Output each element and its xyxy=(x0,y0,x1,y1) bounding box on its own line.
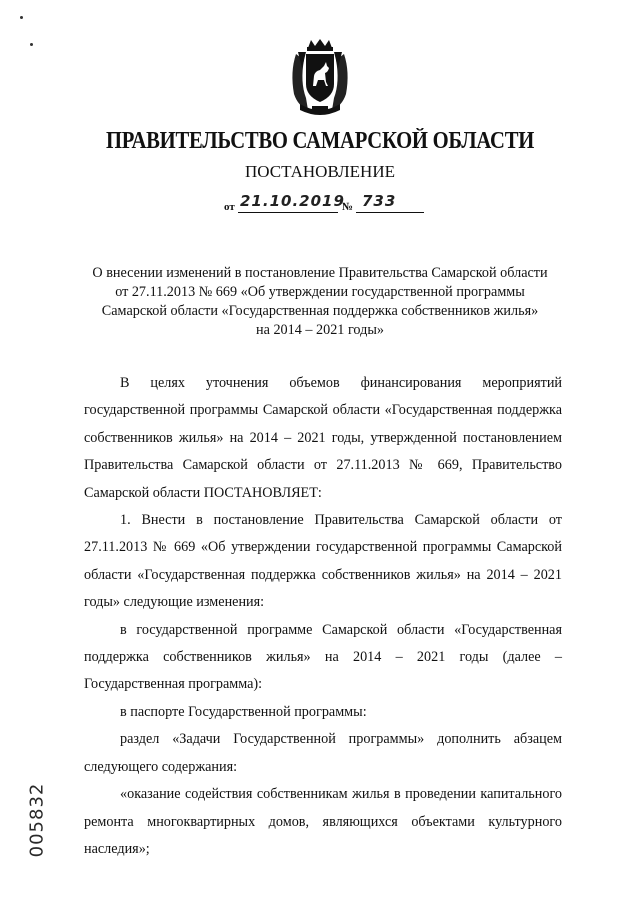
date-number-line xyxy=(224,194,434,216)
document-subject xyxy=(60,264,580,340)
document-body xyxy=(84,370,562,863)
handwritten-number: 733 xyxy=(362,192,397,210)
government-title: ПРАВИТЕЛЬСТВО САМАРСКОЙ ОБЛАСТИ xyxy=(105,128,535,154)
body-paragraph: 1. Внести в постановление Правительства Самарской области от 27.11.2013 № 669 «Об утверждении государственной программы Самарской области «Государственная поддержка собственников жилья» на 2014 – 2021 годы» следующие изменения: xyxy=(84,512,562,611)
body-paragraph: «оказание содействия собственникам жилья в проведении капитального ремонта многоквартирных домов, являющихся объектами культурного наследия»; xyxy=(84,786,562,857)
subject-line: на 2014 – 2021 годы» xyxy=(256,322,384,338)
subject-line: от 27.11.2013 № 669 «Об утверждении государственной программы xyxy=(115,284,525,300)
subject-line: О внесении изменений в постановление Правительства Самарской области xyxy=(92,265,548,281)
number-prefix: № xyxy=(342,201,354,213)
body-paragraph: раздел «Задачи Государственной программы» дополнить абзацем следующего содержания: xyxy=(84,731,562,775)
serial-number: 005832 xyxy=(26,782,48,858)
body-paragraph: в паспорте Государственной программы: xyxy=(120,703,367,720)
number-underline xyxy=(356,212,424,213)
document-type: ПОСТАНОВЛЕНИЕ xyxy=(244,162,395,181)
scan-speck xyxy=(20,16,23,19)
body-paragraph: В целях уточнения объемов финансирования мероприятий государственной программы Самарской области «Государственная поддержка собственников жилья» на 2014 – 2021 годы, утвержденной постановлением Правительства Самарской области от 27.11.2013 № 669, Правительство Самарской области ПОСТАНОВЛЯЕТ: xyxy=(84,375,562,501)
body-paragraph: в государственной программе Самарской области «Государственная поддержка собственников жилья» на 2014 – 2021 годы (далее – Государственная программа): xyxy=(84,621,562,693)
serial-stamp xyxy=(22,770,52,870)
samara-coat-of-arms-icon xyxy=(284,38,356,118)
date-underline xyxy=(238,212,338,213)
scan-speck xyxy=(30,43,33,46)
date-prefix: от xyxy=(224,201,235,213)
subject-line: Самарской области «Государственная поддержка собственников жилья» xyxy=(101,303,539,319)
handwritten-date: 21.10.2019 xyxy=(240,192,345,210)
